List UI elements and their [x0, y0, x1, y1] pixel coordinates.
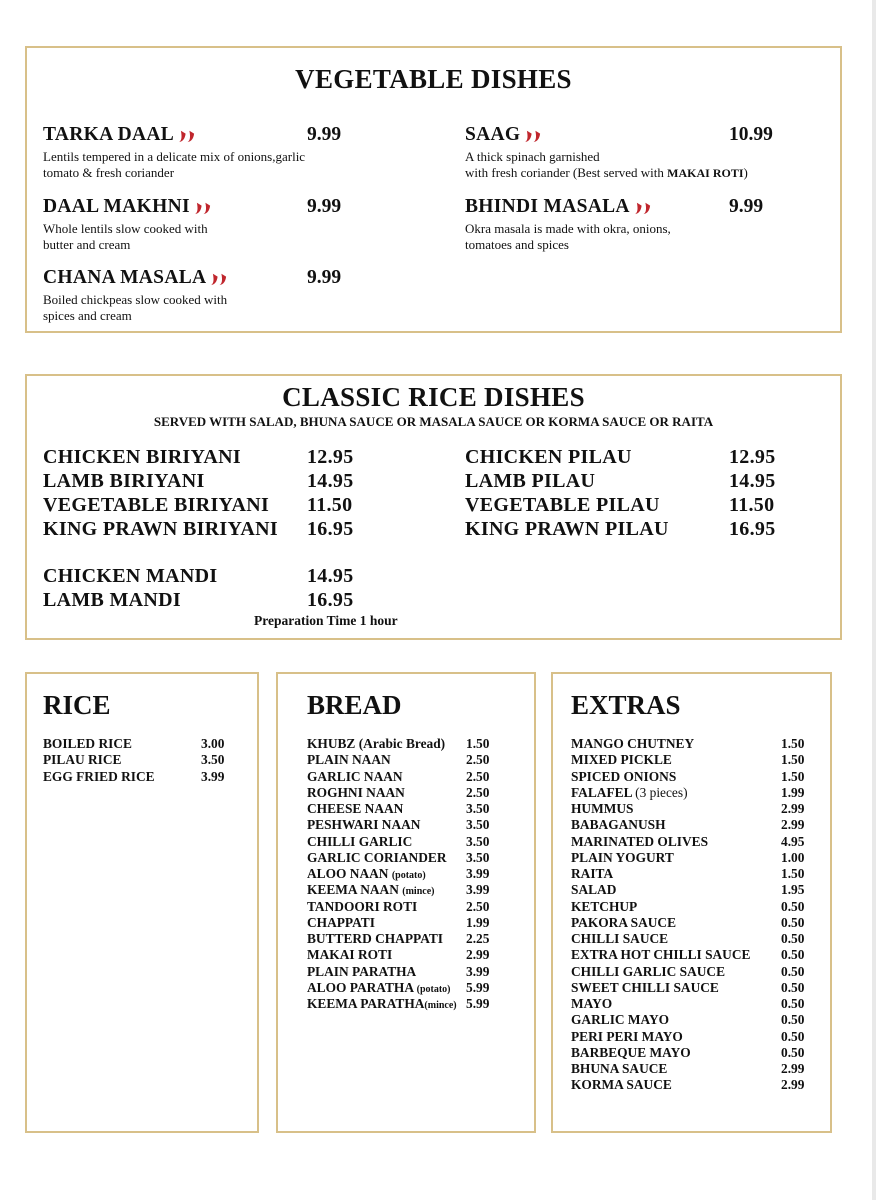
list-item	[571, 947, 821, 963]
list-item	[571, 736, 821, 752]
item-price: 1.50	[466, 736, 490, 751]
item-price: 16.95	[307, 589, 354, 611]
item-name: LAMB PILAU	[465, 470, 596, 492]
list-item	[571, 1061, 821, 1077]
chilli-pepper-icon	[524, 127, 543, 144]
item-price: 4.95	[781, 833, 805, 849]
item-price: 16.95	[307, 518, 354, 540]
list-item	[571, 850, 821, 866]
item-price: 2.50	[466, 768, 490, 784]
item-note: (3 pieces)	[635, 784, 688, 800]
item-price: 2.99	[781, 1061, 805, 1076]
item-price: 0.50	[781, 1028, 805, 1044]
list-item	[571, 866, 821, 882]
list-item	[307, 899, 532, 915]
menu-row	[43, 494, 269, 517]
item-name: VEGETABLE BIRIYANI	[43, 494, 270, 516]
item-name: CHICKEN PILAU	[465, 446, 632, 468]
item-name: TARKA DAAL	[43, 124, 175, 145]
item-name: GARLIC MAYO	[571, 1012, 670, 1028]
item-price: 12.95	[729, 446, 776, 468]
item-price: 9.99	[307, 196, 342, 217]
list-item	[571, 785, 821, 801]
item-name: SALAD	[571, 882, 617, 898]
list-item	[307, 996, 532, 1012]
section-title: BREAD	[307, 690, 402, 720]
item-description: with fresh coriander (Best served with	[465, 165, 668, 180]
item-price: 9.99	[307, 267, 342, 288]
item-name: EXTRA HOT CHILLI SAUCE	[571, 947, 751, 963]
item-price: 2.99	[781, 1077, 805, 1093]
item-name: DAAL MAKHNI	[43, 196, 190, 217]
list-item	[571, 752, 821, 768]
item-price: 1.95	[781, 882, 805, 898]
chilli-pepper-icon	[178, 127, 197, 144]
item-name: CHEESE NAAN	[307, 801, 404, 816]
section-title: EXTRAS	[571, 690, 681, 720]
item-price: 3.50	[466, 801, 490, 816]
item-name: MAKAI ROTI	[307, 947, 393, 963]
item-price: 0.50	[781, 996, 805, 1011]
item-name: KING PRAWN BIRIYANI	[43, 518, 278, 540]
item-price: 9.99	[307, 124, 342, 145]
list-item	[43, 752, 243, 768]
item-price: 1.50	[781, 866, 805, 881]
item-price: 9.99	[729, 196, 764, 217]
item-price: 16.95	[729, 518, 776, 540]
item-name: KEEMA PARATHA	[307, 996, 425, 1011]
chilli-pepper-icon	[194, 199, 213, 216]
item-price: 14.95	[307, 565, 354, 587]
rice-section	[25, 672, 259, 1133]
item-price: 0.50	[781, 1012, 805, 1028]
menu-item-bhindi-masala	[465, 196, 805, 253]
item-name: PAKORA SAUCE	[571, 914, 677, 930]
item-name: BHUNA SAUCE	[571, 1061, 668, 1076]
item-price: 1.50	[781, 768, 805, 784]
item-name: SWEET CHILLI SAUCE	[571, 979, 719, 995]
item-description: spices and cream	[43, 308, 132, 323]
list-item	[571, 769, 821, 785]
list-item	[571, 801, 821, 817]
item-price: 0.50	[781, 979, 805, 995]
item-name: BARBEQUE MAYO	[571, 1044, 691, 1060]
item-price: 1.50	[781, 752, 805, 768]
list-item	[571, 980, 821, 996]
section-title: CLASSIC RICE DISHES	[282, 382, 585, 412]
list-item	[571, 1029, 821, 1045]
list-item	[307, 964, 532, 980]
chilli-pepper-icon	[210, 270, 229, 287]
item-name: PLAIN NAAN	[307, 752, 391, 768]
section-title: RICE	[43, 690, 111, 720]
list-item	[307, 947, 532, 963]
menu-row	[465, 518, 669, 541]
item-note: (potato)	[416, 983, 451, 995]
item-name: SPICED ONIONS	[571, 768, 677, 784]
item-name: KHUBZ (Arabic Bread)	[307, 736, 446, 751]
item-price: 1.00	[781, 849, 805, 865]
item-price: 11.50	[729, 494, 775, 516]
item-name: MANGO CHUTNEY	[571, 736, 695, 751]
list-item	[571, 817, 821, 833]
item-name: ALOO NAAN	[307, 866, 389, 881]
list-item	[571, 915, 821, 931]
item-price: 3.99	[466, 963, 490, 979]
list-item	[571, 899, 821, 915]
item-description-bold: MAKAI ROTI	[667, 166, 744, 180]
item-name: CHILLI GARLIC SAUCE	[571, 963, 726, 979]
item-name: EGG FRIED RICE	[43, 768, 155, 784]
item-name: ROGHNI NAAN	[307, 784, 405, 800]
list-item	[571, 1012, 821, 1028]
list-item	[307, 931, 532, 947]
preparation-note: Preparation Time 1 hour	[254, 613, 398, 628]
item-name: BHINDI MASALA	[465, 196, 630, 217]
item-price: 0.50	[781, 963, 805, 979]
item-name: TANDOORI ROTI	[307, 898, 418, 914]
list-item	[307, 752, 532, 768]
menu-row	[465, 494, 660, 517]
item-name: GARLIC NAAN	[307, 768, 403, 784]
item-name: LAMB MANDI	[43, 589, 181, 611]
item-price: 2.50	[466, 898, 490, 914]
list-item	[307, 817, 532, 833]
item-price: 3.99	[466, 882, 490, 898]
item-name: MAYO	[571, 996, 613, 1011]
item-name: HUMMUS	[571, 801, 634, 816]
extras-list	[571, 736, 821, 1094]
item-price: 1.99	[781, 784, 805, 800]
item-price: 3.50	[466, 849, 490, 865]
item-description: Lentils tempered in a delicate mix of onions,garlic	[43, 149, 306, 164]
item-name: RAITA	[571, 866, 614, 881]
menu-item-daal-makhni	[43, 196, 383, 253]
item-price: 2.25	[466, 931, 490, 946]
item-price: 2.50	[466, 752, 490, 768]
item-price: 0.50	[781, 898, 805, 914]
rice-list	[43, 736, 243, 785]
item-name: CHICKEN MANDI	[43, 565, 218, 587]
item-name: SAAG	[465, 124, 521, 145]
item-description: A thick spinach garnished	[465, 149, 600, 164]
menu-row	[465, 470, 595, 493]
item-name: BUTTERD CHAPPATI	[307, 931, 444, 946]
item-price: 3.99	[201, 768, 225, 784]
item-name: CHILLI GARLIC	[307, 833, 413, 849]
item-name: KORMA SAUCE	[571, 1077, 672, 1093]
item-name: CHANA MASALA	[43, 267, 207, 288]
item-name: BABAGANUSH	[571, 817, 666, 833]
item-name: PERI PERI MAYO	[571, 1028, 683, 1044]
item-price: 12.95	[307, 446, 354, 468]
list-item	[571, 931, 821, 947]
item-description: Boiled chickpeas slow cooked with	[43, 292, 228, 307]
section-title: VEGETABLE DISHES	[295, 64, 572, 94]
page-edge	[872, 0, 876, 1200]
item-name: PLAIN YOGURT	[571, 849, 674, 865]
list-item	[307, 834, 532, 850]
list-item	[307, 769, 532, 785]
list-item	[571, 1077, 821, 1093]
item-price: 5.99	[466, 996, 490, 1011]
item-price: 2.99	[781, 801, 805, 816]
item-price: 3.50	[466, 817, 490, 833]
item-price: 2.99	[781, 817, 805, 833]
item-name: GARLIC CORIANDER	[307, 849, 447, 865]
menu-row	[43, 589, 181, 612]
item-name: VEGETABLE PILAU	[465, 494, 660, 516]
item-price: 5.99	[466, 979, 490, 995]
item-name: KEEMA NAAN	[307, 882, 399, 898]
list-item	[571, 1045, 821, 1061]
item-note: (mince)	[402, 886, 435, 898]
list-item	[571, 964, 821, 980]
menu-row	[465, 446, 632, 469]
item-name: FALAFEL	[571, 784, 632, 800]
classic-rice-section	[25, 374, 842, 640]
item-price: 14.95	[307, 470, 354, 492]
item-price: 11.50	[307, 494, 353, 516]
item-name: PESHWARI NAAN	[307, 817, 421, 833]
menu-item-saag	[465, 124, 825, 181]
item-name: PILAU RICE	[43, 752, 122, 768]
menu-row	[43, 565, 217, 588]
extras-section	[551, 672, 832, 1133]
item-price: 3.99	[466, 866, 490, 881]
item-price: 2.50	[466, 784, 490, 800]
chilli-pepper-icon	[634, 199, 653, 216]
list-item	[307, 882, 532, 898]
menu-row	[43, 470, 205, 493]
bread-section	[276, 672, 536, 1133]
list-item	[571, 996, 821, 1012]
list-item	[307, 785, 532, 801]
item-name: PLAIN PARATHA	[307, 963, 417, 979]
item-price: 0.50	[781, 947, 805, 963]
item-price: 3.00	[201, 736, 225, 751]
item-description: Whole lentils slow cooked with	[43, 221, 208, 236]
section-subtitle: SERVED WITH SALAD, BHUNA SAUCE OR MASALA SAUCE OR KORMA SAUCE OR RAITA	[153, 414, 714, 429]
item-description: )	[743, 165, 748, 180]
item-name: BOILED RICE	[43, 736, 132, 751]
item-description: butter and cream	[43, 237, 131, 252]
item-name: MARINATED OLIVES	[571, 833, 709, 849]
item-price: 10.99	[729, 124, 773, 145]
vegetable-dishes-section	[25, 46, 842, 333]
item-price: 0.50	[781, 914, 805, 930]
item-price: 3.50	[466, 833, 490, 849]
item-note: (mince)	[424, 1000, 457, 1011]
item-note: (potato)	[391, 870, 426, 881]
item-price: 0.50	[781, 1044, 805, 1060]
list-item	[307, 915, 532, 931]
item-name: KETCHUP	[571, 898, 638, 914]
bread-list	[307, 736, 532, 1012]
item-description: tomato & fresh coriander	[43, 165, 175, 180]
item-price: 2.99	[466, 947, 490, 963]
item-name: LAMB BIRIYANI	[43, 470, 205, 492]
menu-row	[43, 518, 278, 541]
list-item	[307, 801, 532, 817]
list-item	[43, 736, 243, 752]
item-price: 1.99	[466, 914, 490, 930]
list-item	[571, 834, 821, 850]
list-item	[571, 882, 821, 898]
item-price: 1.50	[781, 736, 805, 751]
item-name: CHICKEN BIRIYANI	[43, 446, 241, 468]
item-price: 14.95	[729, 470, 776, 492]
item-name: CHILLI SAUCE	[571, 931, 669, 946]
item-description: tomatoes and spices	[465, 237, 569, 252]
list-item	[307, 866, 532, 882]
list-item	[307, 980, 532, 996]
item-price: 3.50	[201, 752, 225, 768]
item-price: 0.50	[781, 931, 805, 946]
list-item	[307, 850, 532, 866]
menu-item-chana-masala	[43, 267, 383, 324]
menu-item-tarka-daal	[43, 124, 383, 181]
item-description: Okra masala is made with okra, onions,	[465, 221, 671, 236]
item-name: ALOO PARATHA	[307, 979, 414, 995]
list-item	[43, 769, 243, 785]
item-name: KING PRAWN PILAU	[465, 518, 669, 540]
item-name: CHAPPATI	[307, 914, 375, 930]
menu-row	[43, 446, 241, 469]
item-name: MIXED PICKLE	[571, 752, 672, 768]
list-item	[307, 736, 532, 752]
